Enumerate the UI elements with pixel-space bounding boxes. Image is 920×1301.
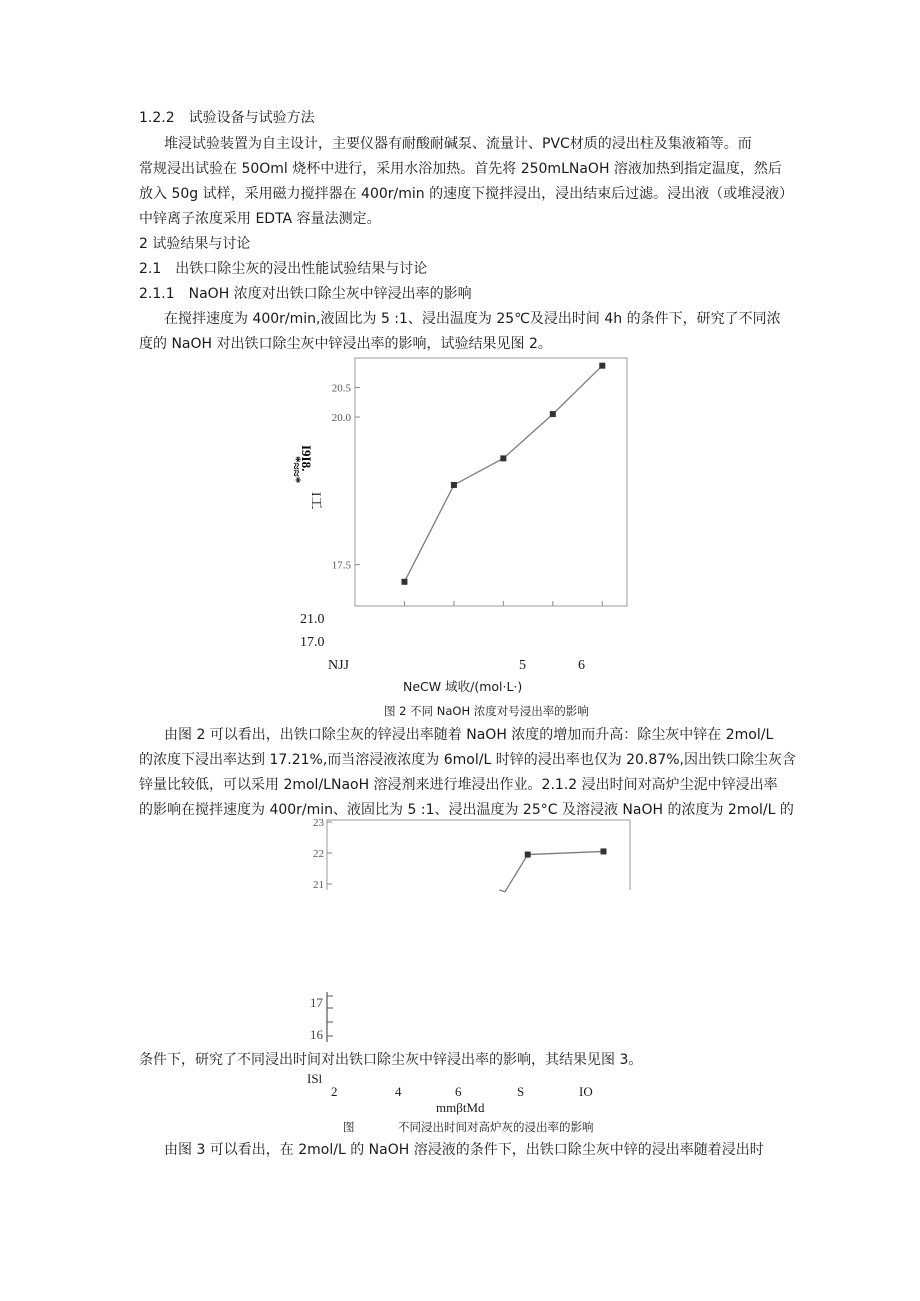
figure-2-ylabel-fragment-2: *≈≈* (289, 456, 304, 484)
figure-3-x-tick-label: 4 (395, 1084, 402, 1099)
paragraph-3-line-4: 的影响在搅拌速度为 400r/min、液固比为 5 :1、浸出温度为 25°C 及溶浸液 NaOH 的浓度为 2mol/L 的 (139, 802, 794, 818)
figure-3-x-tick-label: 2 (331, 1084, 338, 1099)
figure-3-caption-prefix: 图 (343, 1120, 355, 1134)
figure-2-y-tick-label: 17.5 (331, 559, 351, 572)
figure-3-x-tick-label: 6 (455, 1084, 462, 1099)
figure-2-x-axis-title: NeCW 域收/(mol·L·) (403, 679, 523, 694)
section-heading-2-1-1: 2.1.1 NaOH 浓度对出铁口除尘灰中锌浸出率的影响 (139, 286, 472, 302)
paragraph-1-line-4: 中锌离子浓度采用 EDTA 容量法测定。 (139, 211, 381, 227)
paragraph-2-line-1: 在搅拌速度为 400r/min,液固比为 5 :1、浸出温度为 25℃及浸出时间 4h 的条件下，研究了不同浓 (164, 311, 781, 327)
paragraph-1-line-1: 堆浸试验装置为自主设计，主要仪器有耐酸耐碱泵、流量计、PVC材质的浸出柱及集液箱等。而 (164, 136, 752, 152)
figure-3-x-tick-label: IO (579, 1084, 593, 1099)
figure-2-label-21: 21.0 (300, 612, 325, 627)
figure-3-data-point (525, 852, 531, 858)
figure-3-caption: 不同浸出时间对高炉灰的浸出率的影响 (398, 1120, 594, 1134)
figure-2-ylabel-fragment-3: I工 (309, 492, 324, 510)
paragraph-3-line-1: 由图 2 可以看出，出铁口除尘灰的锌浸出率随着 NaOH 浓度的增加而升高：除尘灰中锌在 2mol/L (164, 727, 774, 743)
figure-3-x-label-isl: ISl (307, 1071, 323, 1086)
figure-3-y-tick-label: 16 (310, 1027, 323, 1042)
figure-3-x-axis-title: mmβtMd (436, 1100, 485, 1115)
figure-2-x-label-6: 6 (578, 658, 585, 673)
paragraph-4-line-1: 条件下，研究了不同浸出时间对出铁口除尘灰中锌浸出率的影响，其结果见图 3。 (139, 1052, 643, 1068)
section-heading-2-1: 2.1 出铁口除尘灰的浸出性能试验结果与讨论 (139, 261, 428, 277)
paragraph-2-line-2: 度的 NaOH 对出铁口除尘灰中锌浸出率的影响，试验结果见图 2。 (139, 336, 552, 352)
figure-2-y-tick-label: 20.0 (331, 412, 351, 425)
paragraph-1-line-3: 放入 50g 试样，采用磁力搅拌器在 400r/min 的速度下搅拌浸出，浸出结束后过滤。浸出液（或堆浸液） (139, 186, 794, 202)
figure-3-data-point (600, 848, 606, 854)
figure-2-ylabel-fragment-1: I9I8. (299, 445, 314, 472)
figure-2-x-label-left: NJJ (328, 658, 350, 673)
section-heading-2: 2 试验结果与讨论 (139, 236, 251, 252)
figure-2-caption: 图 2 不同 NaOH 浓度对号浸出率的影响 (384, 704, 589, 718)
paragraph-5-line-1: 由图 3 可以看出，在 2mol/L 的 NaOH 溶浸液的条件下，出铁口除尘灰中锌的浸出率随着浸出时 (164, 1142, 764, 1158)
figure-3-y-tick-label: 23 (313, 817, 324, 829)
figure-3-y-tick-label: 21 (313, 879, 324, 891)
figure-2-y-tick-label: 20.5 (331, 382, 351, 395)
paragraph-3-line-3: 锌量比较低，可以采用 2mol/LNaoH 溶浸剂来进行堆浸出作业。2.1.2 浸出时间对高炉尘泥中锌浸出率 (139, 777, 778, 793)
figure-3-x-tick-label: S (517, 1084, 525, 1099)
figure-3-y-tick-label: 22 (313, 848, 324, 860)
paragraph-1-line-2: 常规浸出试验在 50Oml 烧杯中进行，采用水浴加热。首先将 250mLNaOH 溶液加热到指定温度，然后 (139, 161, 782, 177)
figure-2-x-label-5: 5 (519, 658, 526, 673)
section-heading-1-2-2: 1.2.2 试验设备与试验方法 (139, 110, 315, 126)
figure-3-y-tick-label: 17 (310, 995, 323, 1010)
figure-3-series-line (499, 851, 603, 891)
paragraph-3-line-2: 的浓度下浸出率达到 17.21%,而当溶浸液浓度为 6mol/L 时锌的浸出率也仅为 20.87%,因出铁口除尘灰含 (139, 752, 796, 768)
figure-2-label-17: 17.0 (300, 635, 325, 650)
figure-3-plot-frame (327, 820, 630, 890)
